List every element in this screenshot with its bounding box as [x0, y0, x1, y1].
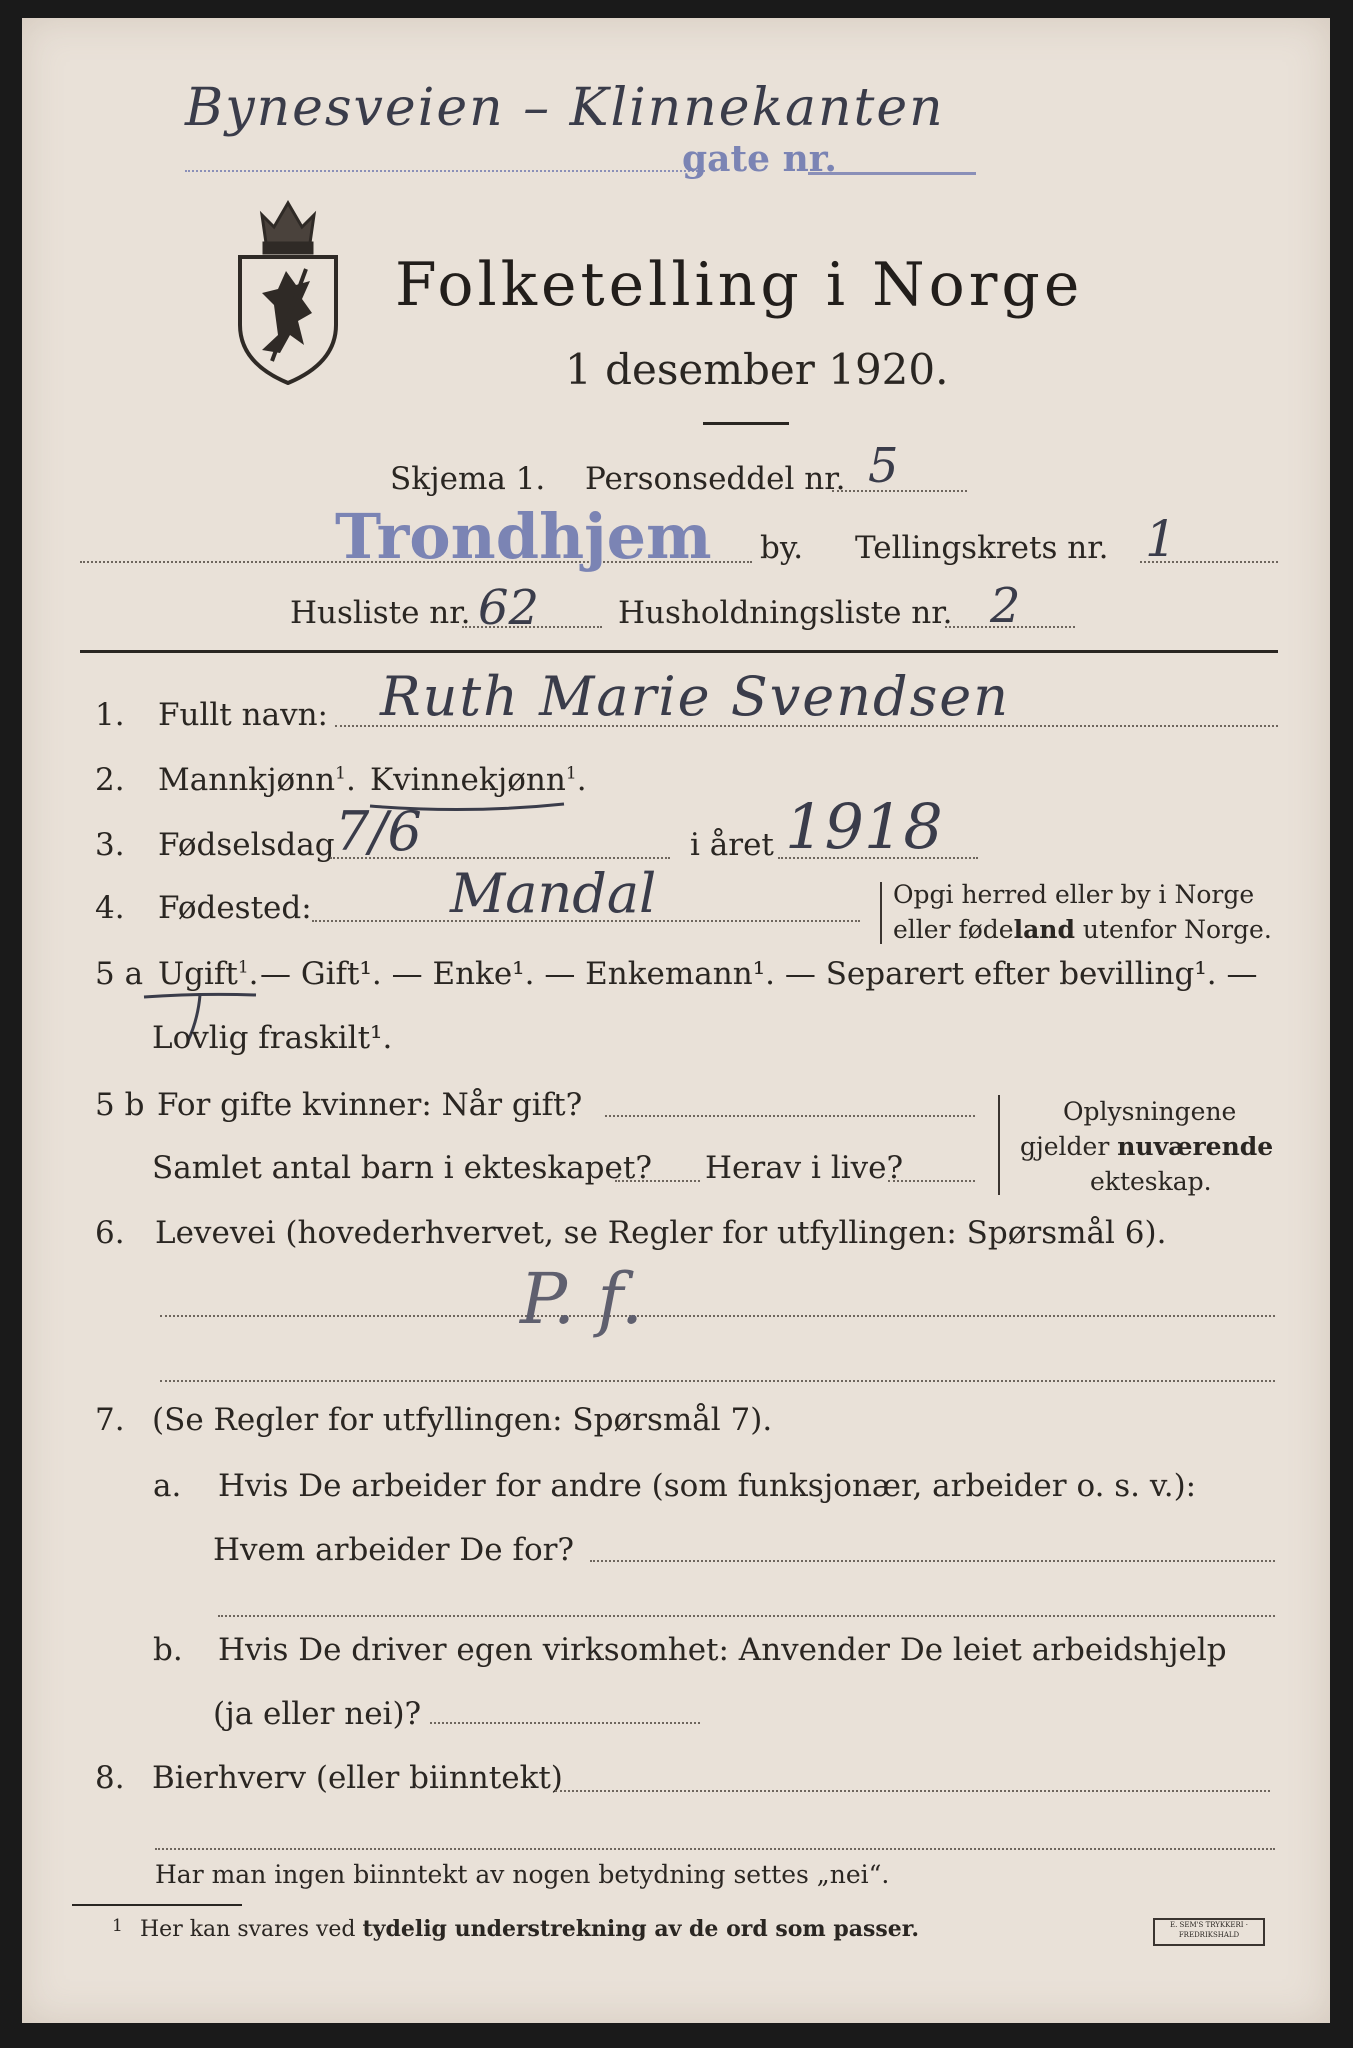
- q3-label: Fødselsdag: [158, 827, 335, 863]
- husholdning-value[interactable]: 2: [990, 578, 1021, 634]
- by-label: by.: [760, 530, 804, 566]
- personseddel-value[interactable]: 5: [868, 438, 899, 494]
- q5b-live-label: Herav i live?: [705, 1150, 904, 1186]
- q1-number: 1.: [95, 697, 125, 733]
- q7a-label-2: Hvem arbeider De for?: [213, 1532, 575, 1568]
- husholdning-label: Husholdningsliste nr.: [618, 595, 953, 631]
- birthday-value[interactable]: 7/6: [335, 800, 422, 863]
- q7a-label: Hvis De arbeider for andre (som funksjonær, arbeider o. s. v.):: [218, 1468, 1197, 1504]
- q2-number: 2.: [95, 762, 125, 798]
- section-divider: [80, 650, 1278, 653]
- q3-number: 3.: [95, 827, 125, 863]
- census-date: 1 desember 1920.: [565, 345, 949, 394]
- q3-year-label: i året: [690, 827, 774, 863]
- q7b-number: b.: [153, 1632, 183, 1668]
- printer-mark: E. SEM'S TRYKKERI · FREDRIKSHALD: [1153, 1918, 1265, 1946]
- q7b-label: Hvis De driver egen virksomhet: Anvender De leiet arbeidshjelp: [218, 1632, 1227, 1668]
- full-name-value[interactable]: Ruth Marie Svendsen: [380, 665, 1011, 728]
- birth-year-value[interactable]: 1918: [785, 790, 943, 863]
- skjema-label: Skjema 1.: [390, 461, 546, 497]
- q7-label: (Se Regler for utfyllingen: Spørsmål 7).: [152, 1402, 773, 1438]
- krets-value[interactable]: 1: [1145, 510, 1177, 568]
- gate-stamp: gate nr.: [682, 138, 837, 180]
- q5a-fraskilt[interactable]: Lovlig fraskilt¹.: [152, 1020, 393, 1056]
- q7a-number: a.: [153, 1468, 182, 1504]
- q5b-barn-label: Samlet antal barn i ekteskapet?: [152, 1150, 652, 1186]
- q5b-number: 5 b: [95, 1087, 145, 1123]
- husliste-value[interactable]: 62: [478, 580, 540, 636]
- q7b-label-2: (ja eller nei)?: [213, 1696, 422, 1732]
- q6-number: 6.: [95, 1215, 125, 1251]
- q8-label: Bierhverv (eller biinntekt): [152, 1760, 563, 1796]
- q7-number: 7.: [95, 1402, 125, 1438]
- q8-note: Har man ingen biinntekt av nogen betydning settes „nei“.: [155, 1860, 890, 1889]
- option-male[interactable]: Mannkjønn$^1$.: [158, 762, 356, 798]
- krets-label: Tellingskrets nr.: [855, 530, 1109, 566]
- page-title: Folketelling i Norge: [395, 250, 1084, 320]
- q5b-note-1: Oplysningene: [1063, 1097, 1237, 1126]
- q1-label: Fullt navn:: [158, 697, 328, 733]
- q4-number: 4.: [95, 890, 125, 926]
- coat-of-arms-icon: [232, 185, 344, 385]
- q6-label: Levevei (hovederhvervet, se Regler for utfyllingen: Spørsmål 6).: [155, 1215, 1167, 1251]
- q4-note-1: Opgi herred eller by i Norge: [893, 880, 1255, 909]
- q4-label: Fødested:: [158, 890, 312, 926]
- q8-number: 8.: [95, 1760, 125, 1796]
- q5b-note-3: ekteskap.: [1090, 1167, 1212, 1196]
- option-female[interactable]: Kvinnekjønn$^1$.: [370, 762, 587, 798]
- husliste-label: Husliste nr.: [290, 595, 471, 631]
- q5a-options: — Gift¹. — Enke¹. — Enkemann¹. — Separert efter bevilling¹. —: [260, 956, 1258, 992]
- footnote: Her kan svares ved tydelig understrekning av de ord som passer.: [140, 1916, 920, 1942]
- occupation-value[interactable]: P. f.: [520, 1258, 644, 1340]
- birthplace-value[interactable]: Mandal: [450, 862, 657, 925]
- personseddel-label: Personseddel nr.: [585, 461, 846, 497]
- street-handwriting: Bynesveien – Klinnekanten: [185, 78, 945, 138]
- option-ugift[interactable]: Ugift$^1$.: [158, 956, 259, 992]
- q4-note-2: eller fødeland utenfor Norge.: [893, 915, 1272, 944]
- q5b-note-2: gjelder nuværende: [1020, 1132, 1274, 1161]
- footnote-mark: 1: [112, 1916, 123, 1936]
- q5b-label: For gifte kvinner: Når gift?: [157, 1087, 583, 1123]
- q5a-number: 5 a: [95, 956, 144, 992]
- city-stamp: Trondhjem: [335, 500, 712, 573]
